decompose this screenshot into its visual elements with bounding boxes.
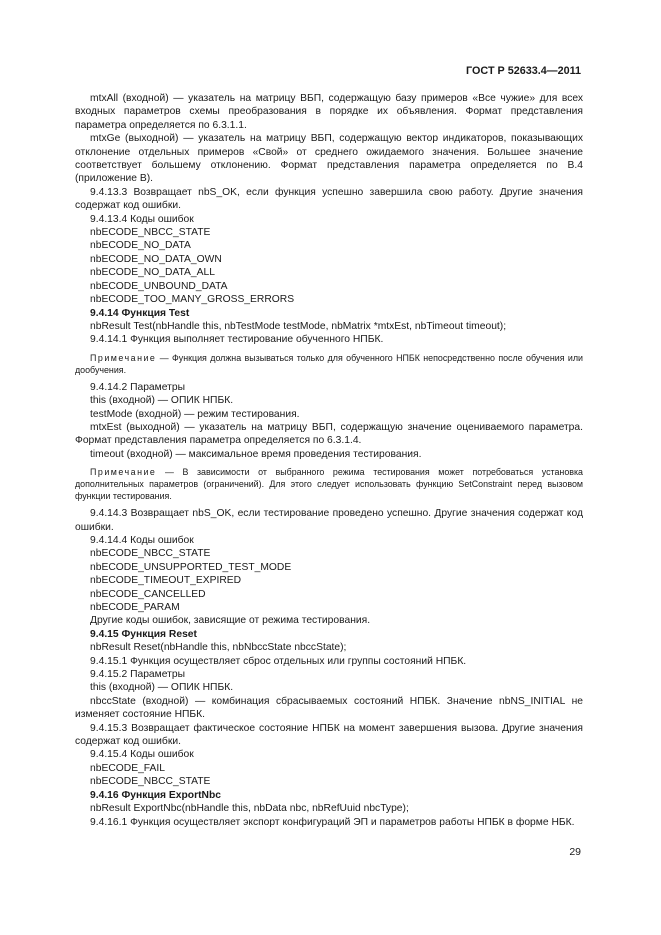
text-line: nbECODE_UNSUPPORTED_TEST_MODE [90, 561, 292, 573]
text-line: nbECODE_CANCELLED [90, 588, 206, 600]
text-line: 9.4.15.3 Возвращает фактическое состояние НПБК на момент завершения вызова. Другие значения содержат код ошибки. [75, 722, 583, 748]
text-line: 9.4.13.3 Возвращает nbS_OK, если функция успешно завершила свою работу. Другие значения содержат код ошибки. [75, 186, 583, 212]
section-heading: 9.4.16 Функция ExportNbc [90, 789, 221, 801]
text-line: nbECODE_FAIL [90, 762, 165, 774]
text-line: nbECODE_NBCC_STATE [90, 776, 211, 788]
text-line: 9.4.14.1 Функция выполняет тестирование обученного НПБК. [90, 334, 384, 346]
note-label: Примечание [90, 352, 157, 363]
note-paragraph [75, 466, 583, 502]
text-line: 9.4.16.1 Функция осуществляет экспорт конфигураций ЭП и параметров работы НПБК в форме НБК. [90, 816, 575, 828]
text-line: nbECODE_UNBOUND_DATA [90, 280, 228, 292]
section-heading: 9.4.14 Функция Test [90, 307, 190, 319]
text-line: 9.4.14.4 Коды ошибок [90, 534, 194, 546]
text-line: 9.4.15.4 Коды ошибок [90, 749, 194, 761]
section-heading: 9.4.15 Функция Reset [90, 628, 197, 640]
text-line: nbECODE_PARAM [90, 602, 180, 613]
text-line: 9.4.15.1 Функция осуществляет сброс отдельных или группы состояний НПБК. [90, 655, 467, 667]
text-line: 9.4.14.2 Параметры [90, 381, 185, 393]
text-line: 9.4.15.2 Параметры [90, 669, 185, 681]
text-line: 9.4.14.3 Возвращает nbS_OK, если тестирование проведено успешно. Другие значения содержат код ошибки. [75, 508, 583, 533]
note-label: Примечание [90, 467, 157, 478]
text-line: nbResult Reset(nbHandle this, nbNbccState nbccState); [90, 642, 347, 654]
text-line: nbccState (входной) — комбинация сбрасываемых состояний НПБК. Значение nbNS_INITIAL не изменяет состояние НПБК. [75, 695, 583, 721]
text-line: nbResult ExportNbc(nbHandle this, nbData nbc, nbRefUuid nbcType); [90, 803, 409, 815]
text-line: testMode (входной) — режим тестирования. [90, 408, 300, 420]
text-line: nbECODE_TOO_MANY_GROSS_ERRORS [90, 294, 295, 306]
text-line: nbECODE_NO_DATA_ALL [90, 267, 215, 279]
text-line: 9.4.13.4 Коды ошибок [90, 213, 194, 225]
text-line: nbECODE_TIMEOUT_EXPIRED [90, 575, 242, 587]
text-line: Другие коды ошибок, зависящие от режима тестирования. [90, 615, 371, 627]
text-line: nbECODE_NBCC_STATE [90, 548, 211, 560]
text-line: nbECODE_NBCC_STATE [90, 227, 211, 239]
text-line: this (входной) — ОПИК НПБК. [90, 682, 234, 694]
text-line: timeout (входной) — максимальное время проведения тестирования. [90, 448, 422, 460]
note-text: — Функция должна вызываться только для обученного НПБК непосредственно после обучения или дообучения. [75, 352, 583, 375]
text-line: mtxAll (входной) — указатель на матрицу ВБП, содержащую базу примеров «Все чужие» для всех входных параметров схемы преобразования в порядке их объявления. Формат представления параметра определяется по 6.3.1.1. [75, 93, 583, 131]
text-line: mtxEst (выходной) — указатель на матрицу ВБП, содержащую значение оцениваемого параметра. Формат представления параметра определяется по 6.3.1.4. [75, 421, 583, 447]
text-line: mtxGe (выходной) — указатель на матрицу ВБП, содержащую вектор индикаторов, показывающих отклонение отдельных примеров «Свой» от среднего ожидаемого значения. Большее значение соответствует большему отклонению. Формат представления параметра определяется по В.4 (приложение В). [75, 133, 583, 185]
note-text: — В зависимости от выбранного режима тестирования может потребоваться установка дополнительных параметров (ограничений). Для этого следует использовать функцию SetConstraint перед вызовом функции тестирования. [75, 467, 583, 502]
text-line: nbECODE_NO_DATA_OWN [90, 253, 222, 265]
text-line: nbResult Test(nbHandle this, nbTestMode testMode, nbMatrix *mtxEst, nbTimeout timeout); [90, 320, 507, 332]
standard-header: ГОСТ Р 52633.4—2011 [466, 65, 581, 77]
page-number: 29 [569, 846, 581, 858]
document-body [75, 92, 583, 829]
text-line: nbECODE_NO_DATA [90, 240, 191, 252]
text-line: this (входной) — ОПИК НПБК. [90, 395, 234, 407]
note-paragraph [75, 352, 583, 376]
